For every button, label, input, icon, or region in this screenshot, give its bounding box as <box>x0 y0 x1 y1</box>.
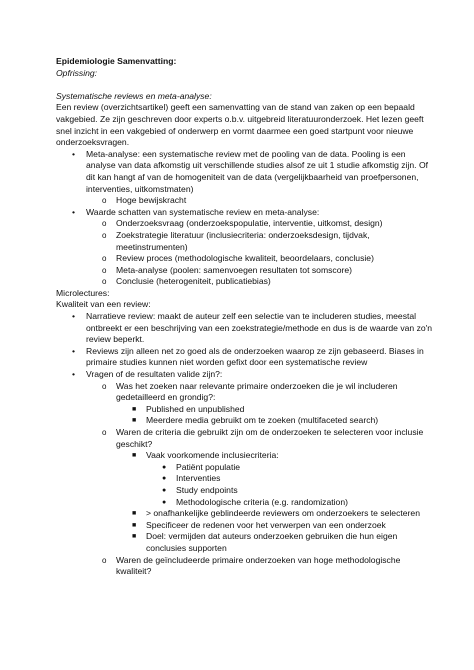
list-item <box>116 404 436 416</box>
list-item <box>146 485 436 497</box>
list-item <box>116 520 436 532</box>
section-intro-paragraph: Een review (overzichtsartikel) geeft een samenvatting van de stand van zaken op een bepaald vakgebied. Ze zijn geschreven door experts o.b.v. uitgebreid literatuuronderzoek. Het lezen geeft snel inzicht in een vakgebied of onderwerp en vormt daarmee een goed startpunt voor nieuwe onderzoeksvragen. <box>56 102 424 148</box>
list-item <box>86 427 436 555</box>
list-item <box>56 149 436 207</box>
list-item-text: Hoge bewijskracht <box>116 195 187 206</box>
list-item-text: Was het zoeken naar relevante primaire onderzoeken die je wil includeren gedetailleerd en grondig?: <box>116 380 398 403</box>
microlectures-label: Microlectures: <box>56 287 110 298</box>
list-item-text: Onderzoeksvraag (onderzoekspopulatie, interventie, uitkomst, design) <box>116 218 383 229</box>
sub-list <box>116 450 436 554</box>
list-item-text: Study endpoints <box>176 484 238 495</box>
list-item-text: Patiënt populatie <box>176 461 241 472</box>
list-item-text: Interventies <box>176 473 221 484</box>
bullet-list <box>56 149 436 288</box>
list-item-text: Meerdere media gebruikt om te zoeken (multifaceted search) <box>146 415 379 426</box>
circle-bullet-icon: o <box>102 219 107 229</box>
list-item-text: Review proces (methodologische kwaliteit, beoordelaars, conclusie) <box>116 253 374 264</box>
list-item <box>116 531 436 554</box>
square-bullet-icon: ■ <box>132 533 137 541</box>
sub-list <box>146 462 436 508</box>
list-item-text: Reviews zijn alleen net zo goed als de onderzoeken waarop ze zijn gebaseerd. Biases in primaire studies kunnen niet worden gefixt door een systematische review <box>86 345 424 368</box>
bullet-icon: ● <box>162 475 167 483</box>
list-item-text: Conclusie (heterogeniteit, publicatiebias) <box>116 276 271 287</box>
list-item-text: Narratieve review: maakt de auteur zelf een selectie van te includeren studies, meestal ontbreekt er een beschrijving van een zoekstrategie/methode en dus is de waarde van zo'n review beperkt. <box>86 311 433 345</box>
list-item <box>86 218 436 230</box>
bullet-icon: • <box>72 206 76 217</box>
list-item-text: Published en unpublished <box>146 403 245 414</box>
list-item <box>116 450 436 508</box>
circle-bullet-icon: o <box>102 381 107 391</box>
document-content <box>56 56 436 578</box>
bullet-icon: ● <box>162 498 167 506</box>
circle-bullet-icon: o <box>102 277 107 287</box>
list-item <box>86 265 436 277</box>
sub-list <box>86 381 436 578</box>
list-item-text: Waren de geïncludeerde primaire onderzoeken van hoge methodologische kwaliteit? <box>116 554 401 577</box>
list-item-text: Waren de criteria die gebruikt zijn om de onderzoeken te selecteren voor inclusie geschikt? <box>116 427 424 449</box>
list-item <box>56 346 436 369</box>
list-item <box>146 462 436 474</box>
bullet-icon: ● <box>162 463 167 471</box>
circle-bullet-icon: o <box>102 230 107 240</box>
circle-bullet-icon: o <box>102 555 107 565</box>
list-item-text: Meta-analyse: een systematische review met de pooling van de data. Pooling is een analyse van data afkomstig uit verschillende studies alsof ze uit 1 studie afkomstig zijn. Of dit kan hangt af van de homogeniteit van de data (vergelijkbaarheid van proefpersonen, interventies, uitkomstmaten) <box>86 148 429 194</box>
list-item <box>116 508 436 520</box>
list-item <box>86 195 436 207</box>
list-item-text: Vaak voorkomende inclusiecriteria: <box>146 450 279 461</box>
list-item <box>86 555 436 578</box>
list-item <box>86 230 436 253</box>
square-bullet-icon: ■ <box>132 405 137 413</box>
list-item-text: Waarde schatten van systematische review en meta-analyse: <box>86 206 320 217</box>
list-item <box>86 253 436 265</box>
square-bullet-icon: ■ <box>132 510 137 518</box>
list-item <box>56 311 436 346</box>
bullet-icon: • <box>72 148 76 159</box>
circle-bullet-icon: o <box>102 265 107 275</box>
list-item-text: Methodologische criteria (e.g. randomization) <box>176 496 348 507</box>
list-item-text: Doel: vermijden dat auteurs onderzoeken gebruiken die hun eigen conclusies supporten <box>146 531 398 553</box>
list-item <box>86 381 436 427</box>
list-item-text: Meta-analyse (poolen: samenvoegen resultaten tot somscore) <box>116 264 352 275</box>
square-bullet-icon: ■ <box>132 452 137 460</box>
list-item-text: > onafhankelijke geblindeerde reviewers om onderzoekers te selecteren <box>146 508 420 519</box>
bullet-icon: • <box>72 311 76 322</box>
bullet-icon: • <box>72 369 76 380</box>
square-bullet-icon: ■ <box>132 521 137 529</box>
blank-line <box>56 79 436 91</box>
list-item <box>116 415 436 427</box>
section-heading: Systematische reviews en meta-analyse: <box>56 90 212 101</box>
section-heading: Kwaliteit van een review: <box>56 299 151 310</box>
document-subtitle: Opfrissing: <box>56 67 98 78</box>
sub-list <box>116 404 436 427</box>
bullet-icon: • <box>72 345 76 356</box>
list-item <box>146 497 436 509</box>
circle-bullet-icon: o <box>102 196 107 206</box>
list-item-text: Vragen of de resultaten valide zijn?: <box>86 369 223 380</box>
bullet-list <box>56 311 436 578</box>
bullet-icon: ● <box>162 486 167 494</box>
list-item-text: Specificeer de redenen voor het verwerpen van een onderzoek <box>146 519 386 530</box>
square-bullet-icon: ■ <box>132 417 137 425</box>
list-item <box>56 207 436 288</box>
document-title: Epidemiologie Samenvatting: <box>56 56 177 66</box>
circle-bullet-icon: o <box>102 254 107 264</box>
sub-list <box>86 195 436 207</box>
list-item <box>56 369 436 578</box>
list-item-text: Zoekstrategie literatuur (inclusiecriteria: onderzoeksdesign, tijdvak, meetinstrumenten) <box>116 229 370 252</box>
circle-bullet-icon: o <box>102 428 107 437</box>
list-item <box>146 473 436 485</box>
list-item <box>86 276 436 288</box>
sub-list <box>86 218 436 288</box>
